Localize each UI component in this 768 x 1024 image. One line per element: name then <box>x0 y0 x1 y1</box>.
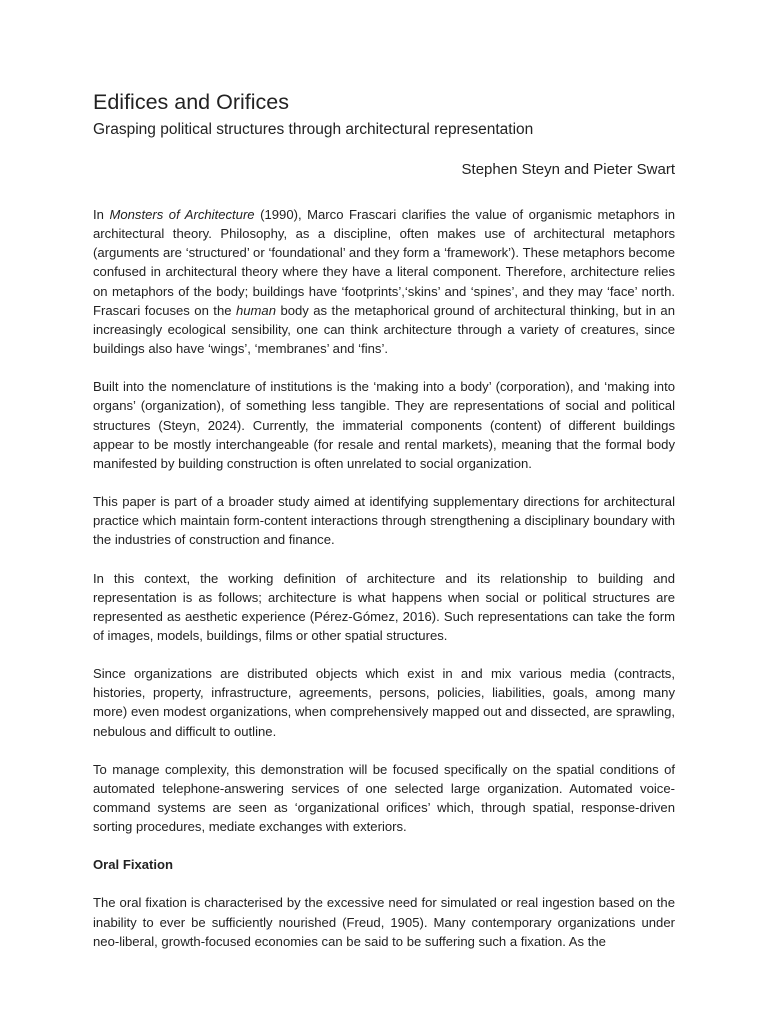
paragraph-1-text-c: (1990), Marco Frascari clarifies the value of organismic metaphors in architectural theory. Philosophy, as a discipline, often makes use of architectural metaphors (arguments are ‘structured’ or ‘foundational’ and they form a ‘framework’). These metaphors become confused in architectural theory where they have a literal component. Therefore, architecture relies on metaphors of the body; buildings have ‘footprints’,‘skins’ and ‘spines’, and they may ‘face’ north. Frascari focuses on the <box>93 207 676 318</box>
paragraph-1 <box>93 205 675 358</box>
paragraph-1-text-e: body as the metaphorical ground of architectural thinking, but in an increasingly ecological sensibility, one can think architecture through a variety of creatures, since buildings also have ‘wings’, ‘membranes’ and ‘fins’. <box>93 302 675 357</box>
document-body <box>93 205 675 951</box>
document-title: Edifices and Orifices <box>93 90 289 114</box>
paragraph-5: Since organizations are distributed objects which exist in and mix various media (contracts, histories, property, infrastructure, agreements, persons, policies, liabilities, goals, among many more) even modest organizations, when comprehensively mapped out and dissected, are sprawling, nebulous and difficult to outline. <box>93 666 675 739</box>
paragraph-2: Built into the nomenclature of institutions is the ‘making into a body’ (corporation), and ‘making into organs’ (organization), of something less tangible. They are representations of social and political structures (Steyn, 2024). Currently, the immaterial components (content) of different buildings appear to be mostly interchangeable (for resale and rental markets), meaning that the formal body manifested by building construction is often unrelated to social organization. <box>93 379 675 471</box>
paragraph-7: The oral fixation is characterised by the excessive need for simulated or real ingestion based on the inability to ever be sufficiently nourished (Freud, 1905). Many contemporary organizations under neo-liberal, growth-focused economies can be said to be suffering such a fixation. As the <box>93 895 675 949</box>
document-authors: Stephen Steyn and Pieter Swart <box>461 161 675 178</box>
paragraph-6: To manage complexity, this demonstration will be focused specifically on the spatial conditions of automated telephone-answering services of one selected large organization. Automated voice-command systems are seen as ‘organizational orifices’ which, through spatial, response-driven sorting procedures, mediate exchanges with exteriors. <box>93 761 675 835</box>
paragraph-3: This paper is part of a broader study aimed at identifying supplementary directions for architectural practice which maintain form-content interactions through strengthening a disciplinary boundary with the industries of construction and finance. <box>93 494 675 548</box>
document-subtitle: Grasping political structures through architectural representation <box>93 121 534 138</box>
section-heading: Oral Fixation <box>93 857 174 873</box>
paragraph-1-emphasis: human <box>235 302 276 318</box>
paragraph-4: In this context, the working definition of architecture and its relationship to building and representation is as follows; architecture is what happens when social or political structures are represented as aesthetic experience (Pérez-Gómez, 2016). Such representations can take the form of images, models, buildings, films or other spatial structures. <box>93 570 675 643</box>
paragraph-1-book-title: Monsters of Architecture <box>109 207 255 222</box>
paragraph-1-text-a: In <box>93 207 110 222</box>
